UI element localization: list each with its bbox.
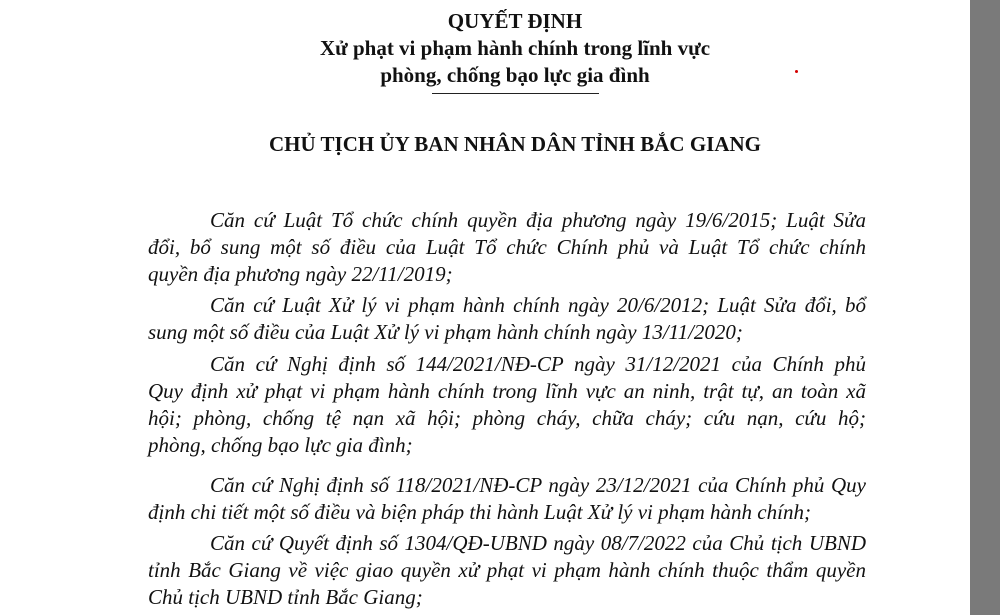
paragraph-line: Quy định xử phạt vi phạm hành chính trong lĩnh vực an ninh, trật tự, an toàn xã	[148, 379, 866, 403]
vertical-scrollbar[interactable]	[970, 0, 1000, 615]
decision-title: QUYẾT ĐỊNH	[447, 9, 583, 33]
paragraph-line: quyền địa phương ngày 22/11/2019;	[148, 262, 453, 286]
red-mark	[795, 70, 798, 73]
paragraph-line: tỉnh Bắc Giang về việc giao quyền xử phạt vi phạm hành chính thuộc thẩm quyền	[148, 558, 866, 582]
legal-basis-paragraph	[148, 292, 866, 346]
paragraph-line: Căn cứ Nghị định số 118/2021/NĐ-CP ngày 23/12/2021 của Chính phủ Quy	[210, 473, 866, 497]
issuing-authority: CHỦ TỊCH ỦY BAN NHÂN DÂN TỈNH BẮC GIANG	[269, 132, 761, 156]
legal-basis-paragraph	[148, 530, 866, 611]
legal-basis-paragraph	[148, 472, 866, 526]
paragraph-line: Căn cứ Luật Tổ chức chính quyền địa phương ngày 19/6/2015; Luật Sửa	[210, 208, 866, 232]
legal-basis-paragraph	[148, 351, 866, 459]
paragraph-line: Căn cứ Luật Xử lý vi phạm hành chính ngày 20/6/2012; Luật Sửa đổi, bổ	[210, 293, 866, 317]
paragraph-line: Căn cứ Quyết định số 1304/QĐ-UBND ngày 08/7/2022 của Chủ tịch UBND	[210, 531, 866, 555]
legal-basis-paragraph	[148, 207, 866, 288]
paragraph-line: hội; phòng, chống tệ nạn xã hội; phòng cháy, chữa cháy; cứu nạn, cứu hộ;	[148, 406, 866, 430]
title-underline	[432, 93, 599, 94]
decision-subtitle-line-2: phòng, chống bạo lực gia đình	[380, 63, 650, 87]
paragraph-line: Chủ tịch UBND tỉnh Bắc Giang;	[148, 585, 423, 609]
paragraph-line: đổi, bổ sung một số điều của Luật Tổ chức Chính phủ và Luật Tổ chức chính	[148, 235, 866, 259]
paragraph-line: Căn cứ Nghị định số 144/2021/NĐ-CP ngày 31/12/2021 của Chính phủ	[210, 352, 866, 376]
paragraph-line: phòng, chống bạo lực gia đình;	[148, 433, 413, 457]
paragraph-line: định chi tiết một số điều và biện pháp thi hành Luật Xử lý vi phạm hành chính;	[148, 500, 811, 524]
paragraph-line: sung một số điều của Luật Xử lý vi phạm hành chính ngày 13/11/2020;	[148, 320, 743, 344]
decision-subtitle-line-1: Xử phạt vi phạm hành chính trong lĩnh vực	[319, 36, 711, 60]
